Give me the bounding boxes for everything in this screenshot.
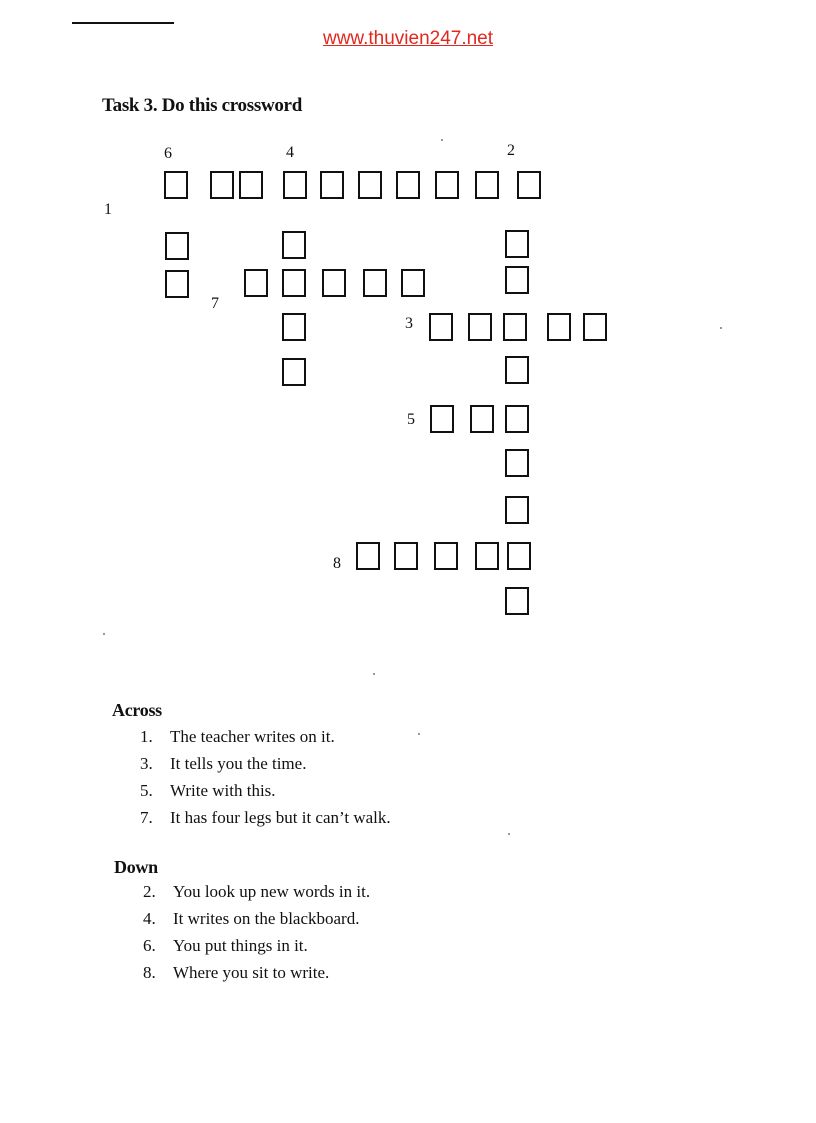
clue-item-number: 6. xyxy=(143,936,156,955)
clue-item xyxy=(140,804,391,831)
clue-item-number: 1. xyxy=(140,727,153,746)
crossword-cell[interactable] xyxy=(583,313,607,341)
crossword-cell[interactable] xyxy=(475,171,499,199)
clue-number-3: 3 xyxy=(405,315,413,332)
task-title: Task 3. Do this crossword xyxy=(102,95,302,116)
clue-item-number: 8. xyxy=(143,963,156,982)
clue-number-7: 7 xyxy=(211,295,219,312)
crossword-cell[interactable] xyxy=(282,358,306,386)
clue-number-2: 2 xyxy=(507,142,515,159)
clue-item-text: You put things in it. xyxy=(173,936,308,955)
crossword-cell[interactable] xyxy=(470,405,494,433)
clue-item xyxy=(143,932,370,959)
clue-item xyxy=(140,723,391,750)
crossword-cell[interactable] xyxy=(394,542,418,570)
crossword-cell[interactable] xyxy=(505,266,529,294)
crossword-cell[interactable] xyxy=(505,230,529,258)
crossword-cell[interactable] xyxy=(210,171,234,199)
clue-number-5: 5 xyxy=(407,411,415,428)
clue-item-text: You look up new words in it. xyxy=(173,882,371,901)
clue-item-number: 7. xyxy=(140,808,153,827)
clue-item-text: It writes on the blackboard. xyxy=(173,909,360,928)
clue-item-text: Write with this. xyxy=(170,781,276,800)
crossword-cell[interactable] xyxy=(517,171,541,199)
crossword-cell[interactable] xyxy=(475,542,499,570)
clue-number-6: 6 xyxy=(164,145,172,162)
clue-item-text: It has four legs but it can’t walk. xyxy=(170,808,391,827)
crossword-cell[interactable] xyxy=(282,231,306,259)
crossword-cell[interactable] xyxy=(505,405,529,433)
clue-item xyxy=(140,777,391,804)
across-clue-list xyxy=(140,723,391,831)
crossword-cell[interactable] xyxy=(396,171,420,199)
crossword-cell[interactable] xyxy=(164,171,188,199)
crossword-cell[interactable] xyxy=(505,356,529,384)
clue-item-text: It tells you the time. xyxy=(170,754,307,773)
clue-item-number: 4. xyxy=(143,909,156,928)
scan-speck xyxy=(103,633,105,635)
crossword-cell[interactable] xyxy=(358,171,382,199)
crossword-cell[interactable] xyxy=(503,313,527,341)
scan-speck xyxy=(508,833,510,835)
crossword-cell[interactable] xyxy=(356,542,380,570)
crossword-cell[interactable] xyxy=(320,171,344,199)
crossword-cell[interactable] xyxy=(244,269,268,297)
down-clue-list xyxy=(143,878,370,986)
scan-speck xyxy=(441,139,443,141)
crossword-cell[interactable] xyxy=(547,313,571,341)
crossword-cell[interactable] xyxy=(401,269,425,297)
crossword-cell[interactable] xyxy=(363,269,387,297)
crossword-cell[interactable] xyxy=(283,171,307,199)
site-link[interactable]: www.thuvien247.net xyxy=(322,28,494,49)
clue-item-text: Where you sit to write. xyxy=(173,963,330,982)
scan-speck xyxy=(373,673,375,675)
crossword-cell[interactable] xyxy=(430,405,454,433)
crossword-cell[interactable] xyxy=(165,270,189,298)
clue-number-1: 1 xyxy=(104,201,112,218)
crossword-cell[interactable] xyxy=(435,171,459,199)
crossword-cell[interactable] xyxy=(282,269,306,297)
crossword-cell[interactable] xyxy=(505,587,529,615)
clue-item-number: 2. xyxy=(143,882,156,901)
crossword-cell[interactable] xyxy=(434,542,458,570)
crossword-cell[interactable] xyxy=(429,313,453,341)
crossword-cell[interactable] xyxy=(282,313,306,341)
crossword-cell[interactable] xyxy=(165,232,189,260)
clue-item-number: 3. xyxy=(140,754,153,773)
crossword-cell[interactable] xyxy=(505,449,529,477)
clue-item xyxy=(143,905,370,932)
crossword-cell[interactable] xyxy=(468,313,492,341)
clue-item xyxy=(140,750,391,777)
clue-item xyxy=(143,959,370,986)
clue-item-text: The teacher writes on it. xyxy=(170,727,335,746)
scan-speck xyxy=(418,733,420,735)
across-heading: Across xyxy=(112,700,162,720)
crossword-cell[interactable] xyxy=(505,496,529,524)
crossword-cell[interactable] xyxy=(322,269,346,297)
clue-item xyxy=(143,878,370,905)
clue-item-number: 5. xyxy=(140,781,153,800)
clue-number-8: 8 xyxy=(333,555,341,572)
clue-number-4: 4 xyxy=(286,144,294,161)
crossword-cell[interactable] xyxy=(507,542,531,570)
crossword-cell[interactable] xyxy=(239,171,263,199)
down-heading: Down xyxy=(114,857,158,877)
scan-speck xyxy=(720,327,722,329)
